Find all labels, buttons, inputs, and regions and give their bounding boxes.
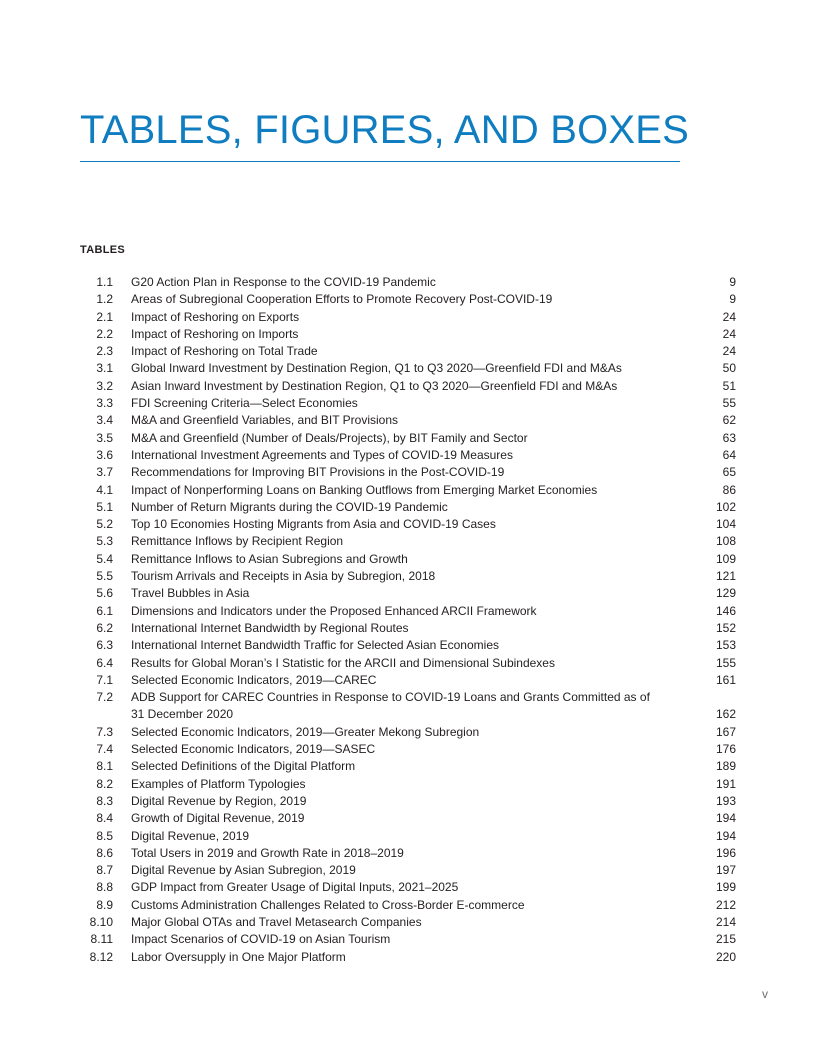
toc-entry-title: Dimensions and Indicators under the Proposed Enhanced ARCII Framework (131, 603, 537, 618)
toc-entry-title: Areas of Subregional Cooperation Efforts to Promote Recovery Post-COVID-19 (131, 292, 553, 307)
toc-entry[interactable] (80, 949, 736, 966)
toc-entry-number: 7.3 (96, 724, 113, 739)
toc-entry-page: 9 (729, 292, 736, 307)
toc-entry-title: Major Global OTAs and Travel Metasearch Companies (131, 914, 422, 929)
toc-entry-number: 8.2 (96, 776, 113, 791)
toc-entry-page: 161 (715, 672, 736, 687)
toc-entry-page: 152 (715, 620, 736, 635)
toc-entry-number: 8.1 (96, 759, 113, 774)
toc-entry-title: Impact of Reshoring on Imports (131, 326, 299, 341)
toc-entry-page: 220 (715, 949, 736, 964)
toc-entry[interactable] (80, 274, 736, 291)
toc-entry-number: 8.4 (96, 811, 113, 826)
toc-entry[interactable] (80, 879, 736, 896)
toc-entry-title: International Internet Bandwidth Traffic for Selected Asian Economies (131, 638, 499, 653)
toc-entry-page: 199 (715, 880, 736, 895)
toc-entry-page: 129 (715, 586, 736, 601)
toc-entry-title: Top 10 Economies Hosting Migrants from Asia and COVID-19 Cases (131, 517, 496, 532)
toc-entry-page: 191 (715, 776, 736, 791)
toc-entry-number: 2.1 (96, 309, 113, 324)
toc-entry-page: 196 (715, 845, 736, 860)
toc-entry-title: Travel Bubbles in Asia (131, 586, 250, 601)
section-heading-tables: TABLES (80, 244, 125, 256)
toc-entry-number: 3.4 (96, 413, 113, 428)
toc-entry-number: 6.4 (96, 655, 113, 670)
toc-entry[interactable] (80, 897, 736, 914)
toc-entry[interactable] (80, 395, 736, 412)
toc-entry-title: Selected Economic Indicators, 2019—CAREC (131, 672, 377, 687)
toc-entry-number: 8.8 (96, 880, 113, 895)
toc-entry-title: Tourism Arrivals and Receipts in Asia by Subregion, 2018 (131, 569, 436, 584)
toc-entry-page: 167 (715, 724, 736, 739)
toc-entry-number: 5.2 (96, 517, 113, 532)
toc-entry-title: Examples of Platform Typologies (131, 776, 306, 791)
toc-entry-page: 193 (715, 793, 736, 808)
toc-entry-number: 2.3 (96, 344, 113, 359)
toc-entry-page: 24 (722, 309, 736, 324)
toc-entry-number: 8.7 (96, 863, 113, 878)
toc-entry-title: GDP Impact from Greater Usage of Digital Inputs, 2021–2025 (131, 880, 459, 895)
toc-entry[interactable] (80, 326, 736, 343)
toc-entry-number: 5.5 (96, 569, 113, 584)
toc-entry-title: International Investment Agreements and Types of COVID-19 Measures (131, 447, 513, 462)
toc-entry-page: 65 (722, 465, 736, 480)
toc-entry-title: Impact of Nonperforming Loans on Banking Outflows from Emerging Market Economies (131, 482, 598, 497)
toc-entry[interactable] (80, 845, 736, 862)
toc-entry[interactable] (80, 412, 736, 429)
toc-entry-title: Digital Revenue by Region, 2019 (131, 793, 307, 808)
toc-entry-title: Labor Oversupply in One Major Platform (131, 949, 346, 964)
toc-entry-number: 2.2 (96, 326, 113, 341)
toc-entry-number: 7.2 (96, 690, 113, 705)
toc-entry-page: 86 (722, 482, 736, 497)
toc-entry-number: 5.6 (96, 586, 113, 601)
toc-entry[interactable] (80, 499, 736, 516)
toc-entry-page: 102 (715, 499, 736, 514)
toc-entry-number: 8.9 (96, 897, 113, 912)
toc-entry-page: 24 (722, 326, 736, 341)
toc-entry[interactable] (80, 533, 736, 550)
toc-entry-title: Impact of Reshoring on Total Trade (131, 344, 318, 359)
toc-entry-number: 8.12 (89, 949, 113, 964)
toc-entry-title: M&A and Greenfield Variables, and BIT Provisions (131, 413, 399, 428)
toc-entry[interactable] (80, 758, 736, 775)
toc-entry-page: 9 (729, 275, 736, 289)
toc-entry[interactable] (80, 724, 736, 741)
toc-entry-page: 24 (722, 344, 736, 359)
toc-entry-title: Customs Administration Challenges Related to Cross-Border E-commerce (131, 897, 525, 912)
toc-entry-number: 8.6 (96, 845, 113, 860)
toc-entry[interactable] (80, 862, 736, 879)
toc-entry-title: Asian Inward Investment by Destination Region, Q1 to Q3 2020—Greenfield FDI and M&As (131, 378, 618, 393)
toc-entry-title: Recommendations for Improving BIT Provisions in the Post-COVID-19 (131, 465, 505, 480)
toc-entry-page: 64 (722, 447, 736, 462)
toc-entry-page: 62 (722, 413, 736, 428)
toc-entry-number: 5.4 (96, 551, 113, 566)
toc-entry-page: 146 (715, 603, 736, 618)
toc-entry-number: 1.2 (96, 292, 113, 307)
toc-entry-number: 3.3 (96, 396, 113, 411)
toc-entry-page: 189 (715, 759, 736, 774)
toc-entry-number: 8.3 (96, 793, 113, 808)
toc-entry[interactable] (80, 741, 736, 758)
toc-entry-page: 55 (722, 396, 736, 411)
page-title: TABLES, FIGURES, AND BOXES (80, 108, 690, 152)
toc-entry[interactable] (80, 931, 736, 948)
toc-entry-page: 50 (722, 361, 736, 376)
toc-entry-number: 7.4 (96, 742, 113, 757)
toc-entry-number: 3.1 (96, 361, 113, 376)
toc-entry-page: 121 (715, 569, 736, 584)
toc-entry-number: 5.3 (96, 534, 113, 549)
toc-entry[interactable] (80, 810, 736, 827)
toc-entry-number: 3.2 (96, 378, 113, 393)
toc-entry-title: Global Inward Investment by Destination Region, Q1 to Q3 2020—Greenfield FDI and M&As (131, 361, 622, 376)
toc-entry-title: Total Users in 2019 and Growth Rate in 2018–2019 (131, 845, 404, 860)
toc-entry-page: 108 (715, 534, 736, 549)
toc-entry-number: 3.7 (96, 465, 113, 480)
toc-entry[interactable] (80, 551, 736, 568)
toc-entry-number: 8.5 (96, 828, 113, 843)
toc-entry[interactable] (80, 793, 736, 810)
title-underline (80, 161, 680, 162)
toc-entry[interactable] (80, 585, 736, 602)
toc-entry[interactable] (80, 464, 736, 481)
toc-entry-page: 194 (715, 828, 736, 843)
toc-entry-page: 197 (715, 863, 736, 878)
toc-entry-number: 8.11 (90, 932, 113, 947)
toc-entry-page: 194 (715, 811, 736, 826)
toc-entry-title: FDI Screening Criteria—Select Economies (131, 396, 358, 411)
toc-entry-page: 63 (722, 430, 736, 445)
toc-entry-title: G20 Action Plan in Response to the COVID-19 Pandemic (131, 275, 436, 289)
toc-entry-title: M&A and Greenfield (Number of Deals/Projects), by BIT Family and Sector (131, 430, 528, 445)
toc-entry[interactable] (80, 620, 736, 637)
toc-entry-title: Selected Economic Indicators, 2019—Greater Mekong Subregion (131, 724, 480, 739)
toc-entry-page: 109 (715, 551, 736, 566)
toc-entry[interactable] (80, 689, 736, 724)
tables-list (80, 274, 736, 966)
toc-entry-title: Number of Return Migrants during the COVID-19 Pandemic (131, 499, 448, 514)
toc-entry-page: 215 (715, 932, 736, 947)
toc-entry-page: 176 (715, 742, 736, 757)
toc-entry[interactable] (80, 309, 736, 326)
page-number: v (762, 987, 768, 1001)
toc-entry-number: 5.1 (96, 499, 113, 514)
toc-entry-title: Impact Scenarios of COVID-19 on Asian Tourism (131, 932, 391, 947)
toc-entry[interactable] (80, 430, 736, 447)
toc-entry-page: 51 (722, 378, 736, 393)
toc-entry[interactable] (80, 655, 736, 672)
toc-entry-number: 1.1 (96, 275, 113, 289)
toc-entry-number: 6.1 (96, 603, 113, 618)
toc-entry[interactable] (80, 291, 736, 308)
toc-entry-title: Growth of Digital Revenue, 2019 (131, 811, 305, 826)
toc-entry[interactable] (80, 343, 736, 360)
toc-entry-title: Digital Revenue, 2019 (131, 828, 250, 843)
toc-entry[interactable] (80, 603, 736, 620)
toc-entry-number: 3.5 (96, 430, 113, 445)
toc-entry-page: 104 (715, 517, 736, 532)
toc-entry[interactable] (80, 828, 736, 845)
toc-entry[interactable] (80, 672, 736, 689)
toc-entry-page: 155 (715, 655, 736, 670)
toc-entry-number: 8.10 (89, 914, 113, 929)
toc-entry-number: 6.2 (96, 620, 113, 635)
toc-entry[interactable] (80, 776, 736, 793)
toc-entry-page: 153 (715, 638, 736, 653)
toc-entry[interactable] (80, 637, 736, 654)
toc-entry[interactable] (80, 447, 736, 464)
toc-entry-page: 214 (715, 914, 736, 929)
toc-entry-page: 162 (715, 707, 736, 722)
toc-entry-title: Digital Revenue by Asian Subregion, 2019 (131, 863, 356, 878)
toc-entry[interactable] (80, 482, 736, 499)
toc-entry-number: 4.1 (96, 482, 113, 497)
toc-entry-title: Results for Global Moran’s I Statistic for the ARCII and Dimensional Subindexes (131, 655, 555, 670)
toc-entry-title: International Internet Bandwidth by Regional Routes (131, 620, 409, 635)
toc-entry-title: Impact of Reshoring on Exports (131, 309, 300, 324)
toc-entry-title: ADB Support for CAREC Countries in Response to COVID-19 Loans and Grants Committed as of 31 December 2020 (131, 690, 650, 722)
toc-entry-title: Remittance Inflows to Asian Subregions and Growth (131, 551, 408, 566)
toc-entry[interactable] (80, 378, 736, 395)
toc-entry[interactable] (80, 568, 736, 585)
toc-entry-page: 212 (715, 897, 736, 912)
toc-entry-title: Selected Economic Indicators, 2019—SASEC (131, 742, 376, 757)
toc-entry-title: Remittance Inflows by Recipient Region (131, 534, 344, 549)
toc-entry[interactable] (80, 516, 736, 533)
toc-entry-number: 6.3 (96, 638, 113, 653)
toc-entry-number: 3.6 (96, 447, 113, 462)
toc-entry[interactable] (80, 914, 736, 931)
toc-entry-number: 7.1 (96, 672, 113, 687)
toc-entry[interactable] (80, 360, 736, 377)
toc-entry-title: Selected Definitions of the Digital Platform (131, 759, 356, 774)
